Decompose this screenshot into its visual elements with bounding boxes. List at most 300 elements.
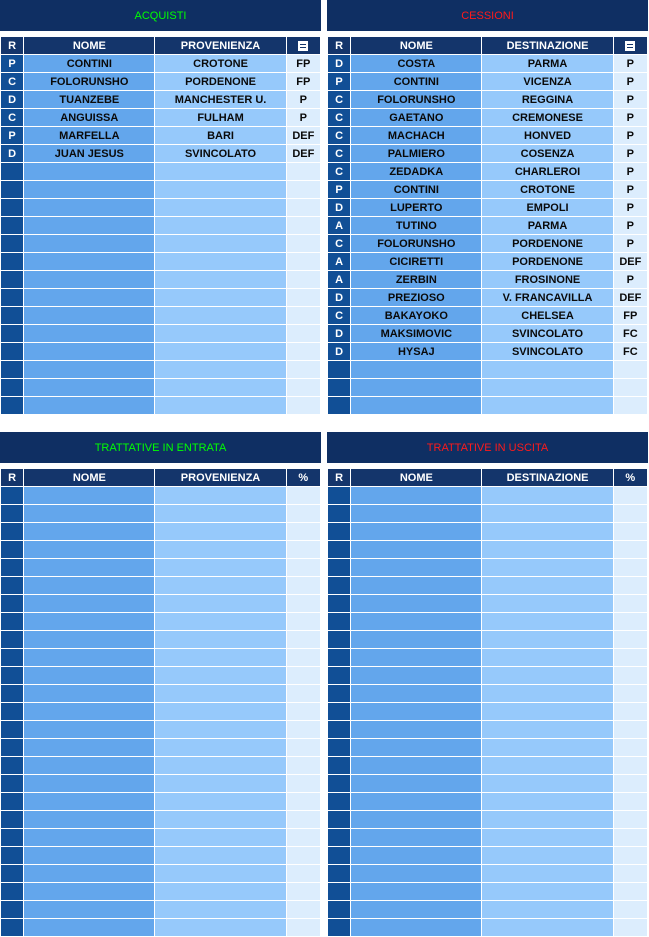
cessioni-destination-cell[interactable] [482,379,613,397]
acquisti-role-cell[interactable] [1,307,24,325]
cessioni-role-cell[interactable]: A [328,271,351,289]
cessioni-tag-cell[interactable] [613,379,647,397]
trattative-uscita-tag-cell[interactable] [613,649,647,667]
trattative-entrata-name-cell[interactable] [24,505,155,523]
trattative-uscita-name-cell[interactable] [351,505,482,523]
cessioni-name-cell[interactable] [351,379,482,397]
cessioni-destination-cell[interactable]: PARMA [482,55,613,73]
acquisti-role-cell[interactable] [1,199,24,217]
trattative-uscita-tag-cell[interactable] [613,865,647,883]
acquisti-name-cell[interactable] [24,397,155,415]
trattative-entrata-origin-cell[interactable] [155,721,286,739]
acquisti-origin-cell[interactable] [155,361,286,379]
cessioni-name-cell[interactable]: FOLORUNSHO [351,91,482,109]
acquisti-name-cell[interactable]: ANGUISSA [24,109,155,127]
acquisti-origin-cell[interactable] [155,307,286,325]
trattative-entrata-name-cell[interactable] [24,577,155,595]
trattative-entrata-name-cell[interactable] [24,595,155,613]
cessioni-role-cell[interactable]: C [328,91,351,109]
acquisti-role-cell[interactable]: P [1,127,24,145]
acquisti-role-cell[interactable] [1,235,24,253]
trattative-uscita-name-cell[interactable] [351,703,482,721]
trattative-entrata-origin-cell[interactable] [155,883,286,901]
trattative-uscita-name-cell[interactable] [351,649,482,667]
acquisti-name-cell[interactable]: JUAN JESUS [24,145,155,163]
cessioni-destination-cell[interactable]: SVINCOLATO [482,325,613,343]
cessioni-tag-cell[interactable]: P [613,163,647,181]
trattative-uscita-destination-cell[interactable] [482,901,613,919]
trattative-uscita-tag-cell[interactable] [613,559,647,577]
acquisti-origin-cell[interactable] [155,235,286,253]
trattative-uscita-name-cell[interactable] [351,721,482,739]
cessioni-destination-cell[interactable]: SVINCOLATO [482,343,613,361]
trattative-entrata-name-cell[interactable] [24,757,155,775]
acquisti-tag-cell[interactable] [286,181,320,199]
cessioni-tag-cell[interactable]: P [613,55,647,73]
trattative-entrata-name-cell[interactable] [24,739,155,757]
trattative-uscita-name-cell[interactable] [351,523,482,541]
cessioni-name-cell[interactable]: ZEDADKA [351,163,482,181]
trattative-entrata-origin-cell[interactable] [155,847,286,865]
trattative-uscita-tag-cell[interactable] [613,739,647,757]
trattative-uscita-destination-cell[interactable] [482,595,613,613]
cessioni-name-cell[interactable]: COSTA [351,55,482,73]
acquisti-tag-cell[interactable] [286,163,320,181]
cessioni-destination-cell[interactable]: REGGINA [482,91,613,109]
acquisti-role-cell[interactable] [1,253,24,271]
acquisti-origin-cell[interactable] [155,163,286,181]
cessioni-header-filter[interactable] [613,37,647,55]
trattative-entrata-tag-cell[interactable] [286,793,320,811]
trattative-uscita-destination-cell[interactable] [482,883,613,901]
trattative-entrata-role-cell[interactable] [1,577,24,595]
acquisti-tag-cell[interactable] [286,289,320,307]
trattative-uscita-role-cell[interactable] [328,811,351,829]
trattative-uscita-tag-cell[interactable] [613,703,647,721]
trattative-entrata-role-cell[interactable] [1,919,24,937]
acquisti-origin-cell[interactable] [155,271,286,289]
trattative-uscita-name-cell[interactable] [351,739,482,757]
trattative-uscita-role-cell[interactable] [328,775,351,793]
trattative-entrata-origin-cell[interactable] [155,829,286,847]
cessioni-destination-cell[interactable]: CHELSEA [482,307,613,325]
trattative-entrata-name-cell[interactable] [24,541,155,559]
trattative-entrata-role-cell[interactable] [1,595,24,613]
trattative-uscita-role-cell[interactable] [328,847,351,865]
trattative-uscita-destination-cell[interactable] [482,829,613,847]
trattative-entrata-tag-cell[interactable] [286,865,320,883]
trattative-entrata-origin-cell[interactable] [155,919,286,937]
trattative-entrata-tag-cell[interactable] [286,703,320,721]
cessioni-name-cell[interactable] [351,361,482,379]
trattative-entrata-origin-cell[interactable] [155,505,286,523]
trattative-entrata-tag-cell[interactable] [286,901,320,919]
acquisti-origin-cell[interactable]: SVINCOLATO [155,145,286,163]
trattative-entrata-origin-cell[interactable] [155,577,286,595]
acquisti-origin-cell[interactable]: BARI [155,127,286,145]
acquisti-tag-cell[interactable] [286,397,320,415]
cessioni-tag-cell[interactable]: P [613,73,647,91]
trattative-entrata-name-cell[interactable] [24,559,155,577]
trattative-uscita-role-cell[interactable] [328,667,351,685]
trattative-uscita-tag-cell[interactable] [613,631,647,649]
trattative-uscita-destination-cell[interactable] [482,685,613,703]
trattative-uscita-role-cell[interactable] [328,883,351,901]
trattative-entrata-role-cell[interactable] [1,811,24,829]
trattative-entrata-name-cell[interactable] [24,901,155,919]
trattative-uscita-tag-cell[interactable] [613,811,647,829]
cessioni-name-cell[interactable]: CONTINI [351,181,482,199]
trattative-entrata-tag-cell[interactable] [286,559,320,577]
trattative-uscita-role-cell[interactable] [328,703,351,721]
trattative-entrata-role-cell[interactable] [1,505,24,523]
cessioni-tag-cell[interactable]: DEF [613,253,647,271]
trattative-uscita-role-cell[interactable] [328,919,351,937]
trattative-uscita-tag-cell[interactable] [613,793,647,811]
cessioni-name-cell[interactable] [351,397,482,415]
trattative-entrata-tag-cell[interactable] [286,847,320,865]
trattative-entrata-origin-cell[interactable] [155,793,286,811]
acquisti-name-cell[interactable] [24,325,155,343]
cessioni-name-cell[interactable]: MACHACH [351,127,482,145]
cessioni-destination-cell[interactable]: PARMA [482,217,613,235]
acquisti-role-cell[interactable]: P [1,55,24,73]
trattative-entrata-role-cell[interactable] [1,757,24,775]
cessioni-tag-cell[interactable] [613,397,647,415]
trattative-entrata-origin-cell[interactable] [155,703,286,721]
cessioni-role-cell[interactable]: D [328,343,351,361]
trattative-entrata-role-cell[interactable] [1,829,24,847]
acquisti-tag-cell[interactable] [286,217,320,235]
trattative-entrata-name-cell[interactable] [24,649,155,667]
trattative-uscita-header-role[interactable]: R [328,469,351,487]
trattative-entrata-role-cell[interactable] [1,487,24,505]
trattative-uscita-tag-cell[interactable] [613,505,647,523]
trattative-uscita-name-cell[interactable] [351,541,482,559]
acquisti-tag-cell[interactable]: DEF [286,127,320,145]
acquisti-origin-cell[interactable] [155,217,286,235]
cessioni-name-cell[interactable]: CICIRETTI [351,253,482,271]
trattative-uscita-name-cell[interactable] [351,829,482,847]
trattative-entrata-origin-cell[interactable] [155,667,286,685]
trattative-entrata-name-cell[interactable] [24,613,155,631]
trattative-entrata-name-cell[interactable] [24,883,155,901]
acquisti-role-cell[interactable] [1,181,24,199]
trattative-entrata-tag-cell[interactable] [286,775,320,793]
trattative-entrata-tag-cell[interactable] [286,685,320,703]
acquisti-tag-cell[interactable] [286,325,320,343]
trattative-entrata-role-cell[interactable] [1,775,24,793]
acquisti-name-cell[interactable] [24,307,155,325]
trattative-uscita-name-cell[interactable] [351,775,482,793]
trattative-uscita-role-cell[interactable] [328,523,351,541]
trattative-uscita-name-cell[interactable] [351,667,482,685]
trattative-uscita-destination-cell[interactable] [482,523,613,541]
trattative-uscita-destination-cell[interactable] [482,541,613,559]
trattative-entrata-name-cell[interactable] [24,667,155,685]
trattative-uscita-destination-cell[interactable] [482,703,613,721]
cessioni-destination-cell[interactable]: EMPOLI [482,199,613,217]
trattative-entrata-tag-cell[interactable] [286,595,320,613]
acquisti-header-filter[interactable] [286,37,320,55]
cessioni-role-cell[interactable]: C [328,145,351,163]
trattative-uscita-name-cell[interactable] [351,685,482,703]
cessioni-header-destination[interactable]: DESTINAZIONE [482,37,613,55]
trattative-uscita-destination-cell[interactable] [482,487,613,505]
trattative-entrata-tag-cell[interactable] [286,541,320,559]
trattative-uscita-destination-cell[interactable] [482,793,613,811]
trattative-uscita-destination-cell[interactable] [482,559,613,577]
acquisti-header-origin[interactable]: PROVENIENZA [155,37,286,55]
acquisti-tag-cell[interactable] [286,361,320,379]
trattative-entrata-name-cell[interactable] [24,775,155,793]
cessioni-name-cell[interactable]: MAKSIMOVIC [351,325,482,343]
acquisti-name-cell[interactable] [24,271,155,289]
trattative-entrata-origin-cell[interactable] [155,631,286,649]
cessioni-role-cell[interactable]: C [328,307,351,325]
cessioni-role-cell[interactable]: P [328,73,351,91]
trattative-entrata-origin-cell[interactable] [155,757,286,775]
trattative-entrata-origin-cell[interactable] [155,595,286,613]
acquisti-tag-cell[interactable] [286,199,320,217]
trattative-entrata-role-cell[interactable] [1,883,24,901]
acquisti-name-cell[interactable]: CONTINI [24,55,155,73]
trattative-uscita-tag-cell[interactable] [613,919,647,937]
trattative-uscita-header-pct[interactable]: % [613,469,647,487]
cessioni-tag-cell[interactable]: P [613,109,647,127]
trattative-uscita-role-cell[interactable] [328,541,351,559]
cessioni-destination-cell[interactable]: PORDENONE [482,253,613,271]
trattative-entrata-role-cell[interactable] [1,703,24,721]
acquisti-role-cell[interactable]: D [1,91,24,109]
trattative-uscita-name-cell[interactable] [351,631,482,649]
trattative-entrata-tag-cell[interactable] [286,883,320,901]
trattative-entrata-role-cell[interactable] [1,793,24,811]
cessioni-destination-cell[interactable]: VICENZA [482,73,613,91]
trattative-entrata-name-cell[interactable] [24,811,155,829]
trattative-entrata-origin-cell[interactable] [155,559,286,577]
cessioni-tag-cell[interactable]: P [613,91,647,109]
trattative-uscita-role-cell[interactable] [328,631,351,649]
cessioni-tag-cell[interactable]: P [613,127,647,145]
cessioni-name-cell[interactable]: PALMIERO [351,145,482,163]
cessioni-tag-cell[interactable]: FC [613,325,647,343]
acquisti-origin-cell[interactable] [155,181,286,199]
cessioni-tag-cell[interactable]: FC [613,343,647,361]
cessioni-role-cell[interactable]: C [328,127,351,145]
trattative-entrata-header-role[interactable]: R [1,469,24,487]
trattative-uscita-name-cell[interactable] [351,757,482,775]
acquisti-tag-cell[interactable] [286,271,320,289]
trattative-entrata-tag-cell[interactable] [286,649,320,667]
trattative-entrata-name-cell[interactable] [24,919,155,937]
cessioni-tag-cell[interactable]: P [613,181,647,199]
cessioni-role-cell[interactable]: C [328,235,351,253]
acquisti-name-cell[interactable] [24,235,155,253]
trattative-entrata-tag-cell[interactable] [286,811,320,829]
trattative-uscita-name-cell[interactable] [351,595,482,613]
cessioni-destination-cell[interactable]: HONVED [482,127,613,145]
cessioni-tag-cell[interactable]: P [613,217,647,235]
acquisti-origin-cell[interactable] [155,379,286,397]
acquisti-tag-cell[interactable]: DEF [286,145,320,163]
acquisti-origin-cell[interactable] [155,397,286,415]
trattative-uscita-tag-cell[interactable] [613,757,647,775]
cessioni-destination-cell[interactable]: PORDENONE [482,235,613,253]
trattative-uscita-role-cell[interactable] [328,829,351,847]
trattative-entrata-origin-cell[interactable] [155,613,286,631]
acquisti-name-cell[interactable] [24,181,155,199]
trattative-uscita-tag-cell[interactable] [613,595,647,613]
trattative-entrata-name-cell[interactable] [24,703,155,721]
trattative-uscita-name-cell[interactable] [351,901,482,919]
cessioni-name-cell[interactable]: TUTINO [351,217,482,235]
cessioni-role-cell[interactable]: D [328,325,351,343]
trattative-entrata-role-cell[interactable] [1,613,24,631]
trattative-entrata-role-cell[interactable] [1,523,24,541]
trattative-uscita-destination-cell[interactable] [482,739,613,757]
trattative-uscita-destination-cell[interactable] [482,847,613,865]
trattative-entrata-tag-cell[interactable] [286,919,320,937]
trattative-uscita-role-cell[interactable] [328,487,351,505]
trattative-uscita-tag-cell[interactable] [613,667,647,685]
trattative-entrata-role-cell[interactable] [1,685,24,703]
trattative-entrata-origin-cell[interactable] [155,649,286,667]
trattative-uscita-role-cell[interactable] [328,649,351,667]
trattative-uscita-destination-cell[interactable] [482,505,613,523]
cessioni-destination-cell[interactable]: COSENZA [482,145,613,163]
cessioni-tag-cell[interactable]: P [613,271,647,289]
trattative-entrata-tag-cell[interactable] [286,523,320,541]
acquisti-origin-cell[interactable]: MANCHESTER U. [155,91,286,109]
acquisti-name-cell[interactable] [24,343,155,361]
trattative-entrata-role-cell[interactable] [1,667,24,685]
cessioni-role-cell[interactable] [328,379,351,397]
acquisti-name-cell[interactable]: FOLORUNSHO [24,73,155,91]
trattative-entrata-tag-cell[interactable] [286,757,320,775]
trattative-entrata-tag-cell[interactable] [286,829,320,847]
trattative-uscita-name-cell[interactable] [351,613,482,631]
acquisti-role-cell[interactable] [1,379,24,397]
acquisti-role-cell[interactable] [1,217,24,235]
cessioni-name-cell[interactable]: PREZIOSO [351,289,482,307]
trattative-uscita-name-cell[interactable] [351,559,482,577]
cessioni-role-cell[interactable]: C [328,163,351,181]
list-icon[interactable] [298,41,308,51]
cessioni-header-name[interactable]: NOME [351,37,482,55]
trattative-uscita-role-cell[interactable] [328,577,351,595]
acquisti-tag-cell[interactable] [286,253,320,271]
cessioni-tag-cell[interactable]: P [613,145,647,163]
trattative-uscita-destination-cell[interactable] [482,775,613,793]
trattative-uscita-destination-cell[interactable] [482,811,613,829]
trattative-uscita-tag-cell[interactable] [613,523,647,541]
acquisti-header-name[interactable]: NOME [24,37,155,55]
trattative-uscita-tag-cell[interactable] [613,487,647,505]
acquisti-role-cell[interactable]: D [1,145,24,163]
acquisti-role-cell[interactable] [1,163,24,181]
cessioni-name-cell[interactable]: BAKAYOKO [351,307,482,325]
cessioni-tag-cell[interactable] [613,361,647,379]
acquisti-role-cell[interactable] [1,397,24,415]
trattative-uscita-role-cell[interactable] [328,739,351,757]
trattative-entrata-name-cell[interactable] [24,487,155,505]
acquisti-name-cell[interactable] [24,253,155,271]
trattative-entrata-origin-cell[interactable] [155,541,286,559]
acquisti-tag-cell[interactable]: FP [286,55,320,73]
acquisti-name-cell[interactable] [24,163,155,181]
cessioni-name-cell[interactable]: GAETANO [351,109,482,127]
trattative-entrata-role-cell[interactable] [1,649,24,667]
cessioni-role-cell[interactable]: P [328,181,351,199]
acquisti-origin-cell[interactable]: PORDENONE [155,73,286,91]
cessioni-name-cell[interactable]: FOLORUNSHO [351,235,482,253]
trattative-entrata-name-cell[interactable] [24,523,155,541]
trattative-entrata-name-cell[interactable] [24,865,155,883]
cessioni-destination-cell[interactable]: CREMONESE [482,109,613,127]
trattative-uscita-role-cell[interactable] [328,559,351,577]
trattative-entrata-role-cell[interactable] [1,721,24,739]
trattative-uscita-tag-cell[interactable] [613,685,647,703]
trattative-uscita-role-cell[interactable] [328,505,351,523]
trattative-uscita-destination-cell[interactable] [482,865,613,883]
cessioni-destination-cell[interactable]: CHARLEROI [482,163,613,181]
acquisti-name-cell[interactable]: MARFELLA [24,127,155,145]
acquisti-name-cell[interactable] [24,199,155,217]
cessioni-role-cell[interactable] [328,397,351,415]
cessioni-destination-cell[interactable]: CROTONE [482,181,613,199]
acquisti-role-cell[interactable] [1,361,24,379]
trattative-entrata-name-cell[interactable] [24,829,155,847]
trattative-entrata-role-cell[interactable] [1,631,24,649]
trattative-uscita-role-cell[interactable] [328,721,351,739]
trattative-uscita-tag-cell[interactable] [613,883,647,901]
trattative-entrata-tag-cell[interactable] [286,739,320,757]
cessioni-destination-cell[interactable] [482,397,613,415]
acquisti-role-cell[interactable] [1,289,24,307]
trattative-uscita-destination-cell[interactable] [482,667,613,685]
acquisti-origin-cell[interactable]: CROTONE [155,55,286,73]
acquisti-name-cell[interactable] [24,379,155,397]
trattative-entrata-role-cell[interactable] [1,901,24,919]
trattative-entrata-origin-cell[interactable] [155,739,286,757]
acquisti-name-cell[interactable] [24,361,155,379]
trattative-entrata-origin-cell[interactable] [155,487,286,505]
trattative-entrata-role-cell[interactable] [1,541,24,559]
cessioni-tag-cell[interactable]: FP [613,307,647,325]
trattative-uscita-name-cell[interactable] [351,577,482,595]
cessioni-role-cell[interactable]: D [328,289,351,307]
trattative-uscita-tag-cell[interactable] [613,541,647,559]
trattative-entrata-header-origin[interactable]: PROVENIENZA [155,469,286,487]
acquisti-origin-cell[interactable] [155,343,286,361]
trattative-uscita-destination-cell[interactable] [482,757,613,775]
trattative-uscita-tag-cell[interactable] [613,613,647,631]
trattative-uscita-header-name[interactable]: NOME [351,469,482,487]
trattative-uscita-tag-cell[interactable] [613,847,647,865]
trattative-entrata-header-name[interactable]: NOME [24,469,155,487]
acquisti-tag-cell[interactable] [286,235,320,253]
trattative-entrata-origin-cell[interactable] [155,523,286,541]
trattative-uscita-role-cell[interactable] [328,613,351,631]
trattative-entrata-name-cell[interactable] [24,631,155,649]
acquisti-tag-cell[interactable] [286,307,320,325]
trattative-entrata-origin-cell[interactable] [155,865,286,883]
cessioni-destination-cell[interactable]: FROSINONE [482,271,613,289]
trattative-uscita-role-cell[interactable] [328,793,351,811]
acquisti-origin-cell[interactable] [155,253,286,271]
trattative-uscita-name-cell[interactable] [351,487,482,505]
